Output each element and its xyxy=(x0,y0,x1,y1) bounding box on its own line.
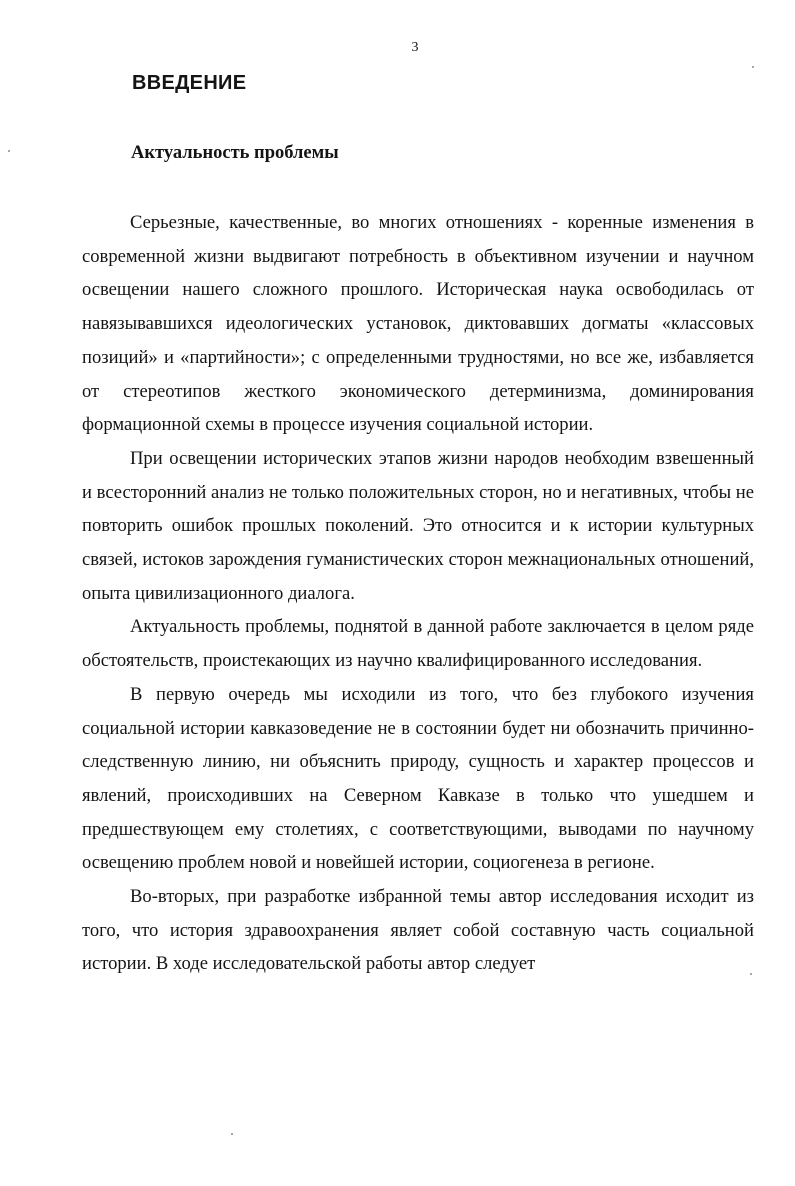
section-subheading: Актуальность проблемы xyxy=(131,143,339,163)
scan-speck xyxy=(8,150,10,152)
scan-speck xyxy=(750,973,752,975)
paragraph: Актуальность проблемы, поднятой в данной работе заключается в целом ряде обстоятельств, проистекающих из научно квалифицированного исследования. xyxy=(82,616,754,672)
body-text xyxy=(82,206,754,981)
paragraph: При освещении исторических этапов жизни народов необходим взвешенный и всесторонний анализ не только положительных сторон, но и негативных, чтобы не повторить ошибок прошлых поколений. Это относится и к истории культурных связей, истоков зарождения гуманистических сторон межнациональных отношений, опыта цивилизационного диалога. xyxy=(82,447,754,604)
paragraph: Во-вторых, при разработке избранной темы автор исследования исходит из того, что история здравоохранения являет собой составную часть социальной истории. В ходе исследовательской работы автор следует xyxy=(82,886,754,975)
page-number: 3 xyxy=(411,40,419,55)
scan-speck xyxy=(752,66,754,68)
paragraph: В первую очередь мы исходили из того, что без глубокого изучения социальной истории кавказоведение не в состоянии будет ни обозначить причинно-следственную линию, ни объяснить природу, сущность и характер процессов и явлений, происходивших на Северном Кавказе в только что ушедшем и предшествующем ему столетиях, с соответствующими, выводами по научному освещению проблем новой и новейшей истории, социогенеза в регионе. xyxy=(82,683,754,874)
paragraph: Серьезные, качественные, во многих отношениях - коренные изменения в современной жизни выдвигают потребность в объективном изучении и научном освещении нашего сложного прошлого. Историческая наука освободилась от навязывавшихся идеологических установок, диктовавших догматы «классовых позиций» и «партийности»; с определенными трудностями, но все же, избавляется от стереотипов жесткого экономического детерминизма, доминирования формационной схемы в процессе изучения социальной истории. xyxy=(82,212,754,436)
scan-speck xyxy=(231,1133,233,1135)
page-title: ВВЕДЕНИЕ xyxy=(132,72,247,94)
